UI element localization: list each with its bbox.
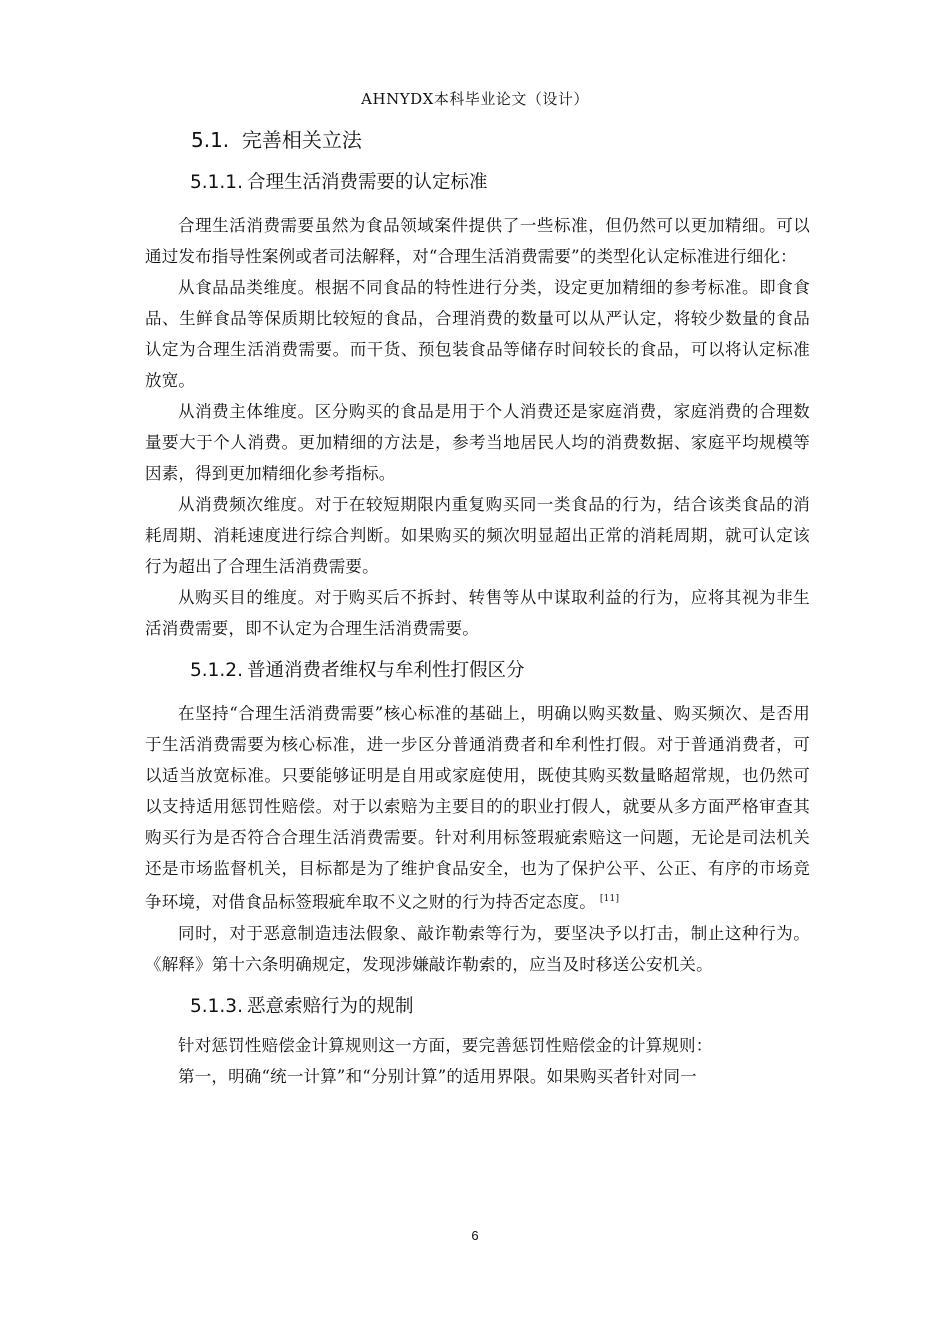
subsection-heading	[190, 160, 810, 206]
paragraph	[145, 698, 810, 918]
subsection-title: 普通消费者维权与牟利性打假区分	[246, 660, 525, 681]
running-header: AHNYDX本科毕业论文（设计）	[361, 90, 589, 108]
paragraph-text: 在坚持“合理生活消费需要”核心标准的基础上，明确以购买数量、购买频次、是否用于生活消费需要为核心标准，进一步区分普通消费者和牟利性打假。对于普通消费者，可以适当放宽标准。只要能够证明是自用或家庭使用，既使其购买数量略超常规，也仍然可以支持适用惩罚性赔偿。对于以索赔为主要目的的职业打假人，就要从多方面严格审查其购买行为是否符合合理生活消费需要。针对利用标签瑕疵索赔这一问题，无论是司法机关还是市场监督机关，目标都是为了维护食品安全，也为了保护公平、公正、有序的市场竞争环境，对借食品标签瑕疵牟取不义之财的行为持否定态度。	[145, 704, 810, 912]
paragraph: 针对惩罚性赔偿金计算规则这一方面，要完善惩罚性赔偿金的计算规则：	[178, 1035, 713, 1055]
subsection-heading	[190, 984, 810, 1030]
subsection-heading	[190, 648, 810, 694]
paragraph: 第一，明确“统一计算”和“分别计算”的适用界限。如果购买者针对同一	[178, 1066, 697, 1086]
paragraph: 同时，对于恶意制造违法假象、敲诈勒索等行为，要坚决予以打击，制止这种行为。《解释》第十六条明确规定，发现涉嫌敲诈勒索的，应当及时移送公安机关。	[145, 923, 810, 974]
subsection-title: 合理生活消费需要的认定标准	[246, 172, 488, 193]
paragraph: 从消费主体维度。区分购买的食品是用于个人消费还是家庭消费，家庭消费的合理数量要大于个人消费。更加精细的方法是，参考当地居民人均的消费数据、家庭平均规模等因素，得到更加精细化参考指标。	[145, 402, 810, 483]
section-number: 5.1.	[191, 128, 230, 152]
page-content	[145, 112, 810, 1092]
page-number: 6	[471, 1228, 479, 1243]
citation-marker[interactable]: [11]	[599, 894, 620, 904]
section-heading	[191, 120, 810, 160]
subsection-number: 5.1.3.	[190, 995, 243, 1017]
subsection-title: 恶意索赔行为的规制	[246, 995, 414, 1017]
section-title: 完善相关立法	[241, 128, 362, 152]
paragraph: 从购买目的维度。对于购买后不拆封、转售等从中谋取利益的行为，应将其视为非生活消费需要，即不认定为合理生活消费需要。	[145, 588, 810, 638]
paragraph: 从食品品类维度。根据不同食品的特性进行分类，设定更加精细的参考标准。即食食品、生鲜食品等保质期比较短的食品，合理消费的数量可以从严认定，将较少数量的食品认定为合理生活消费需要。而干货、预包装食品等储存时间较长的食品，可以将认定标准放宽。	[145, 278, 810, 390]
subsection-number: 5.1.2.	[190, 660, 243, 681]
paragraph: 合理生活消费需要虽然为食品领域案件提供了一些标准，但仍然可以更加精细。可以通过发布指导性案例或者司法解释，对“合理生活消费需要”的类型化认定标准进行细化：	[145, 216, 810, 266]
subsection-number: 5.1.1.	[190, 172, 243, 193]
paragraph: 从消费频次维度。对于在较短期限内重复购买同一类食品的行为，结合该类食品的消耗周期、消耗速度进行综合判断。如果购买的频次明显超出正常的消耗周期，就可认定该行为超出了合理生活消费需要。	[145, 495, 810, 576]
